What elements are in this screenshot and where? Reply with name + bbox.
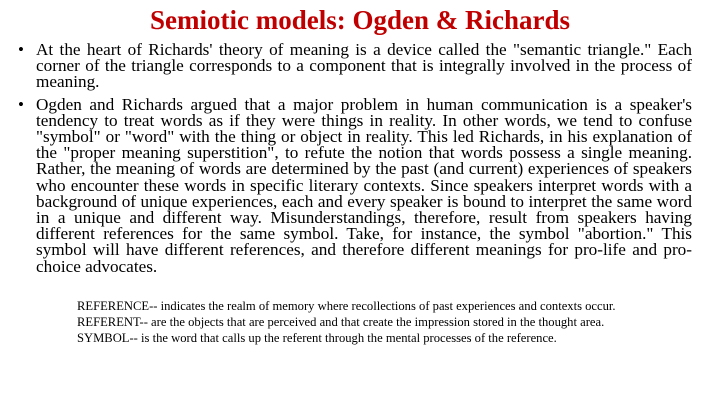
definition-symbol: SYMBOL-- is the word that calls up the referent through the mental processes of the reference. <box>77 331 557 345</box>
definition-referent: REFERENT-- are the objects that are perceived and that create the impression stored in the thought area. <box>77 315 605 329</box>
bullet-text: At the heart of Richards' theory of meaning is a device called the "semantic triangle." Each corner of the triangle corresponds to a component that is integrally involved in the process of meaning. <box>36 40 692 92</box>
bullet-icon: • <box>18 94 24 114</box>
bullet-text: Ogden and Richards argued that a major problem in human communication is a speaker's tendency to treat words as if they were things in reality. In other words, we tend to confuse "symbol" or "word" with the thing or object in reality. This led Richards, in his explanation of the "proper meaning superstition", to refute the notion that words possess a single meaning. Rather, the meaning of words are determined by the past (and current) experiences of speakers who encounter these words in specific literary contexts. Since speakers interpret words with a background of unique experiences, each and every speaker is bound to interpret the same word in a unique and different way. Misunderstandings, therefore, result from speakers having different references for the same symbol. Take, for instance, the symbol "abortion." This symbol will have different references, and therefore different meanings for pro-life and pro-choice advocates. <box>36 94 692 276</box>
definition-list <box>77 298 707 346</box>
bullet-item <box>18 94 692 276</box>
definition-reference: REFERENCE-- indicates the realm of memory where recollections of past experiences and contexts occur. <box>77 299 616 313</box>
slide-title: Semiotic models: Ogden & Richards <box>150 5 570 35</box>
bullet-list <box>18 42 692 281</box>
bullet-item <box>18 42 692 91</box>
bullet-icon: • <box>18 40 24 59</box>
